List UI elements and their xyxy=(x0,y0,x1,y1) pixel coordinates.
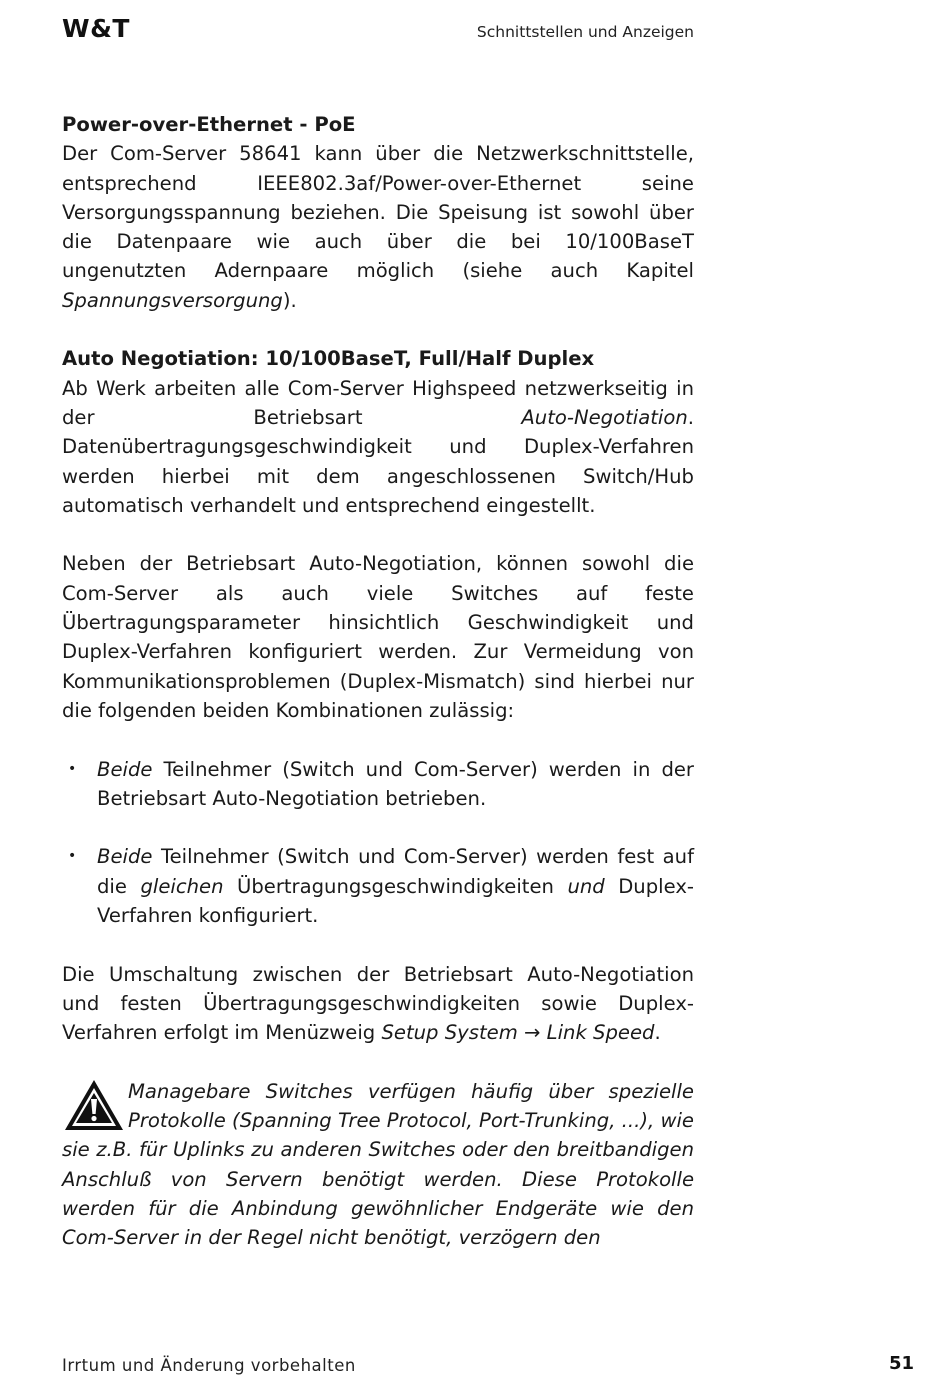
text-segment: ). xyxy=(282,288,297,312)
emphasis: Beide xyxy=(97,845,153,869)
heading-auto-negotiation: Auto Negotiation: 10/100BaseT, Full/Half Duplex xyxy=(62,347,595,371)
heading-poe: Power-over-Ethernet - PoE xyxy=(62,113,356,136)
text-segment: . xyxy=(654,1021,661,1045)
mode-name: Auto-Negotiation xyxy=(521,405,688,429)
paragraph-poe xyxy=(62,139,694,315)
paragraph-menu-switch xyxy=(62,960,694,1048)
brand-logo: W&T xyxy=(62,14,130,43)
text-segment: Duplex-Verfahren konfiguriert. xyxy=(97,874,694,928)
running-head: Schnittstellen und Anzeigen xyxy=(476,23,694,41)
paragraph-fixed-parameters: Neben der Betriebsart Auto-Negotiation, können sowohl die Com-Server als auch viele Switches auf feste Übertragungsparameter hinsichtlich Geschwindigkeit und Duplex-Verfahren konfiguriert werden. Zur Vermeidung von Kommunikationsproblemen (Duplex-Mismatch) sind hierbei nur die folgenden beiden Kombinationen zulässig: xyxy=(62,552,694,722)
text-segment: Teilnehmer (Switch und Com-Server) werden fest auf die xyxy=(97,845,694,898)
list-item-text xyxy=(97,755,694,814)
text-segment: Teilnehmer (Switch und Com-Server) werden in der Betriebsart Auto-Negotiation betrieben. xyxy=(97,757,694,810)
chapter-reference: Spannungsversorgung xyxy=(62,288,283,312)
list-item xyxy=(62,755,694,814)
emphasis: Beide xyxy=(97,757,153,781)
page-content xyxy=(62,110,694,1253)
warning-text: Managebare Switches verfügen häufig über spezielle Protokolle (Spanning Tree Protocol, Port-Trunking, ...), wie sie z.B. für Uplinks zu anderen Switches oder den breitbandigen Anschluß von Servern benötigt werden. Diese Protokolle werden für die Anbindung gewöhnlicher Endgeräte wie den Com-Server in der Regel nicht benötigt, verzögern den xyxy=(62,1079,694,1250)
footer-disclaimer: Irrtum und Änderung vorbehalten xyxy=(62,1356,356,1375)
text-segment: . Datenübertragungsgeschwindigkeit und Duplex-Verfahren werden hierbei mit dem angeschlossenen Switch/Hub automatisch verhandelt und entsprechend eingestellt. xyxy=(62,405,694,517)
bullet-icon: • xyxy=(68,848,77,865)
text-segment: Ab Werk arbeiten alle Com-Server Highspeed netzwerkseitig in der Betriebsart xyxy=(62,376,694,429)
warning-note xyxy=(62,1077,694,1253)
text-segment: Übertragungsgeschwindigkeiten xyxy=(223,874,568,898)
menu-path: Setup System → Link Speed xyxy=(381,1021,655,1045)
emphasis: gleichen xyxy=(140,874,224,898)
text-segment: Der Com-Server 58641 kann über die Netzwerkschnittstelle, entsprechend IEEE802.3af/Power-over-Ethernet seine Versorgungsspannung beziehen. Die Speisung ist sowohl über die Datenpaare wie auch über die bei 10/100BaseT ungenutzten Adernpaare möglich (siehe auch Kapitel xyxy=(62,142,694,283)
bullet-icon: • xyxy=(68,760,77,777)
paragraph-auto-negotiation xyxy=(62,374,694,520)
emphasis: und xyxy=(567,874,605,898)
list-item xyxy=(62,842,694,930)
text-segment: Die Umschaltung zwischen der Betriebsart Auto-Negotiation und festen Übertragungsgeschwindigkeiten sowie Duplex-Verfahren erfolgt im Menüzweig xyxy=(62,962,694,1045)
warning-triangle-icon xyxy=(62,1077,126,1133)
list-item-text xyxy=(97,842,694,930)
page-number: 51 xyxy=(888,1353,914,1374)
